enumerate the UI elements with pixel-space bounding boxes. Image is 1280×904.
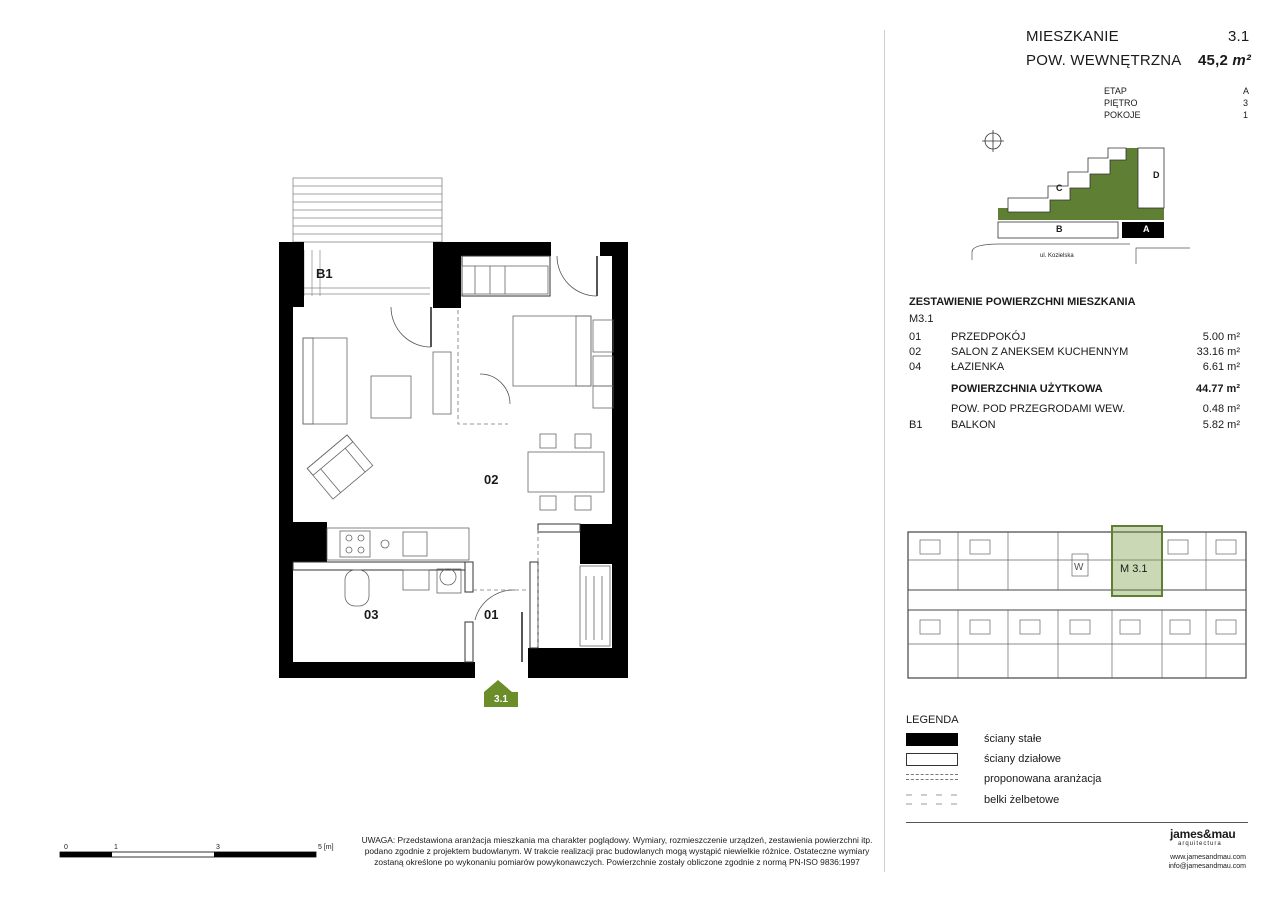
site-label-d: D xyxy=(1153,170,1160,180)
compass-icon xyxy=(982,130,1004,152)
scale-tick-5: 5 [m] xyxy=(318,844,334,851)
room-label-b1: B1 xyxy=(316,266,333,281)
key-plan-highlight xyxy=(1112,526,1162,596)
key-plan xyxy=(906,520,1250,682)
meta-value-pokoje: 1 xyxy=(1243,110,1249,120)
summary-row-area: 5.00 m² xyxy=(1202,331,1240,343)
scale-tick-3: 3 xyxy=(216,844,220,851)
legend-swatch-outline xyxy=(906,753,958,766)
disclaimer-note xyxy=(352,835,882,868)
area-label: POW. WEWNĘTRZNA xyxy=(1026,52,1182,69)
summary-total-area: 44.77 m² xyxy=(1195,383,1240,395)
site-label-a: A xyxy=(1143,224,1150,234)
unit-label: MIESZKANIE xyxy=(1026,28,1119,45)
summary-extra-area: 5.82 m² xyxy=(1202,419,1240,431)
summary-row-name: SALON Z ANEKSEM KUCHENNYM xyxy=(951,346,1129,358)
key-plan-unit-tag: M 3.1 xyxy=(1120,563,1148,575)
building-d xyxy=(1138,148,1164,208)
legend-swatch-solid xyxy=(906,733,958,746)
summary-row-name: ŁAZIENKA xyxy=(951,361,1005,373)
brand-sub: arquitectura xyxy=(1178,841,1222,847)
note-line-1: UWAGA: Przedstawiona aranżacja mieszkania ma charakter poglądowy. Wymiary, rozmieszczenie urządzeń, zestawienia powierzchni itp. xyxy=(361,835,873,845)
scale-tick-1: 1 xyxy=(114,844,118,851)
legend-swatch-long-dashed xyxy=(906,792,960,808)
summary-extra-name: POW. POD PRZEGRODAMI WEW. xyxy=(951,403,1126,415)
street-name: ul. Kozielska xyxy=(1040,253,1074,259)
meta-label-pietro: PIĘTRO xyxy=(1104,98,1138,108)
note-line-2: podano zgodnie z projektem budowlanym. W trakcie realizacji prac budowlanych mogą wystąpić niewielkie różnice. Ostateczne wymiary xyxy=(364,846,870,856)
room-label-02: 02 xyxy=(484,472,499,487)
scale-bar xyxy=(60,852,316,857)
site-label-c: C xyxy=(1056,183,1063,193)
meta-label-pokoje: POKOJE xyxy=(1104,110,1141,120)
furniture xyxy=(303,266,613,646)
legend-item-label: proponowana aranżacja xyxy=(984,773,1102,785)
summary-extra-no: B1 xyxy=(909,419,923,431)
legend-divider xyxy=(906,822,1248,823)
brand-email: info@jamesandmau.com xyxy=(1168,863,1246,870)
brand-logo: james&mau xyxy=(1170,827,1236,841)
legend-swatch-dashed xyxy=(906,774,958,780)
meta-value-pietro: 3 xyxy=(1243,98,1249,108)
legend-item-label: ściany stałe xyxy=(984,733,1042,745)
entrance-arrow xyxy=(484,680,512,692)
summary-row-no: 04 xyxy=(909,361,922,373)
note-line-3: zostaną określone po wykonaniu pomiarów powykonawczych. Powierzchnie zostały obliczone zgodnie z normą PN-ISO 9836:1997 xyxy=(374,857,860,867)
site-label-b: B xyxy=(1056,224,1063,234)
legend-title: LEGENDA xyxy=(906,714,959,726)
unit-value: 3.1 xyxy=(1228,28,1250,45)
area-unit: m² xyxy=(1232,52,1252,69)
legend-item-label: belki żelbetowe xyxy=(984,794,1060,806)
street-lines xyxy=(972,244,1190,264)
area-value xyxy=(1198,52,1251,69)
area-number: 45,2 xyxy=(1198,52,1228,69)
summary-row-name: PRZEDPOKÓJ xyxy=(951,331,1026,343)
room-label-01: 01 xyxy=(484,607,499,622)
summary-extra-name: BALKON xyxy=(951,419,996,431)
summary-row-no: 02 xyxy=(909,346,922,358)
meta-value-etap: A xyxy=(1243,86,1250,96)
legend-item-label: ściany działowe xyxy=(984,753,1062,765)
key-plan-lift-tag: W xyxy=(1074,562,1084,573)
divider xyxy=(884,30,885,872)
scale-tick-0: 0 xyxy=(64,844,68,851)
summary-row-area: 33.16 m² xyxy=(1196,346,1240,358)
summary-title: ZESTAWIENIE POWIERZCHNI MIESZKANIA xyxy=(909,296,1136,308)
meta-label-etap: ETAP xyxy=(1104,86,1127,96)
summary-extra-area: 0.48 m² xyxy=(1202,403,1240,415)
room-label-03: 03 xyxy=(364,607,379,622)
summary-total-name: POWIERZCHNIA UŻYTKOWA xyxy=(951,383,1103,395)
entrance-tag: 3.1 xyxy=(494,694,508,705)
summary-row-area: 6.61 m² xyxy=(1202,361,1240,373)
brand-web: www.jamesandmau.com xyxy=(1170,854,1246,861)
summary-unit-code: M3.1 xyxy=(909,313,934,325)
site-plan xyxy=(960,128,1200,268)
partition-walls xyxy=(293,256,580,662)
summary-row-no: 01 xyxy=(909,331,922,343)
door-swings xyxy=(391,256,597,662)
